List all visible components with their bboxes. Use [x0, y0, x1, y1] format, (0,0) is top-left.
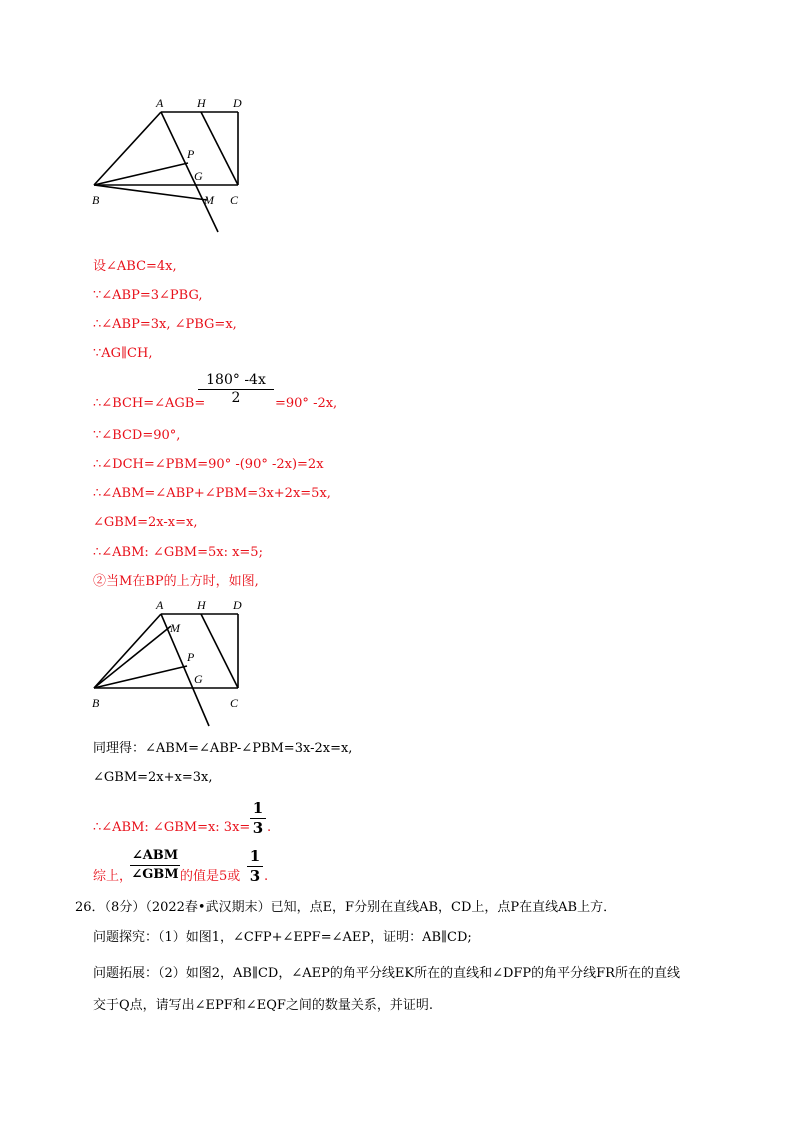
segment-bp — [94, 163, 188, 185]
segment-hc — [201, 614, 238, 688]
solution-line-5-prefix: ∴∠BCH=∠AGB= — [93, 396, 206, 411]
solution-line-7: ∴∠DCH=∠PBM=90° -(90° -2x)=2x — [93, 457, 324, 472]
label-m: M — [170, 621, 180, 635]
label-p: P — [187, 147, 195, 161]
solution2-line-1: 同理得：∠ABM=∠ABP-∠PBM=3x-2x=x, — [93, 741, 353, 756]
solution2-line-2: ∠GBM=2x+x=3x, — [93, 770, 213, 785]
solution2-line-3-prefix: ∴∠ABM: ∠GBM=x: 3x= — [93, 820, 251, 835]
label-c: C — [230, 193, 239, 207]
fraction-denominator: 3 — [249, 867, 261, 885]
label-h: H — [197, 96, 206, 110]
solution-line-3: ∴∠ABP=3x, ∠PBG=x, — [93, 317, 237, 332]
figure-1 — [80, 92, 260, 242]
problem-26-statement: 26．（8分）（2022春•武汉期末）已知，点E，F分别在直线AB，CD上，点P在直线AB上方． — [75, 900, 617, 915]
label-d: D — [233, 96, 242, 110]
label-p: P — [187, 650, 195, 664]
label-b: B — [92, 193, 100, 207]
solution-line-6: ∵∠BCD=90°, — [93, 428, 181, 443]
solution2-line-4-middle: 的值是5或 — [180, 869, 241, 884]
fraction-one-third — [250, 799, 266, 838]
label-c: C — [230, 696, 239, 710]
fraction-numerator: 1 — [252, 799, 264, 817]
problem-26-part-2: 问题拓展：（2）如图2，AB∥CD，∠AEP的角平分线EK所在的直线和∠DFP的角平分线FR所在的直线 — [93, 966, 680, 981]
segment-bm — [94, 185, 207, 200]
fraction-numerator: ∠ABM — [131, 848, 179, 863]
fraction-one-third-final — [247, 847, 263, 886]
solution2-line-4-suffix: . — [264, 869, 269, 884]
solution-line-5-suffix: =90° -2x, — [275, 396, 338, 411]
segment-hc — [201, 112, 238, 185]
label-b: B — [92, 696, 100, 710]
label-d: D — [233, 598, 242, 612]
problem-26-part-1: 问题探究：（1）如图1，∠CFP+∠EPF=∠AEP，证明：AB∥CD; — [93, 930, 472, 945]
solution-line-9: ∠GBM=2x-x=x, — [93, 515, 198, 530]
solution-line-10: ∴∠ABM: ∠GBM=5x: x=5; — [93, 545, 263, 560]
label-g: G — [194, 169, 203, 183]
segment-ba — [94, 614, 161, 688]
solution-line-8: ∴∠ABM=∠ABP+∠PBM=3x+2x=5x, — [93, 486, 331, 501]
solution-line-4: ∵AG∥CH, — [93, 346, 153, 361]
label-m: M — [204, 193, 214, 207]
fraction-denominator: 3 — [252, 819, 264, 837]
label-a: A — [156, 598, 164, 612]
fraction-abm-gbm — [130, 847, 180, 884]
solution-line-11: ②当M在BP的上方时，如图, — [93, 574, 259, 589]
fraction-denominator: 2 — [231, 390, 241, 406]
figure-2 — [80, 592, 260, 742]
label-g: G — [194, 672, 203, 686]
solution-line-2: ∵∠ABP=3∠PBG, — [93, 288, 203, 303]
fraction-denominator: ∠GBM — [131, 867, 179, 882]
label-a: A — [156, 96, 164, 110]
fraction-numerator: 1 — [249, 847, 261, 865]
fraction-numerator: 180° -4x — [206, 372, 266, 388]
segment-ba — [94, 112, 161, 185]
problem-26-part-2-continued: 交于Q点，请写出∠EPF和∠EQF之间的数量关系，并证明. — [93, 998, 433, 1013]
fraction-angle-expression — [198, 372, 274, 407]
label-h: H — [197, 598, 206, 612]
solution2-line-3-suffix: . — [267, 820, 272, 835]
solution2-line-4-prefix: 综上， — [93, 869, 133, 884]
solution-line-1: 设∠ABC=4x, — [93, 259, 177, 274]
